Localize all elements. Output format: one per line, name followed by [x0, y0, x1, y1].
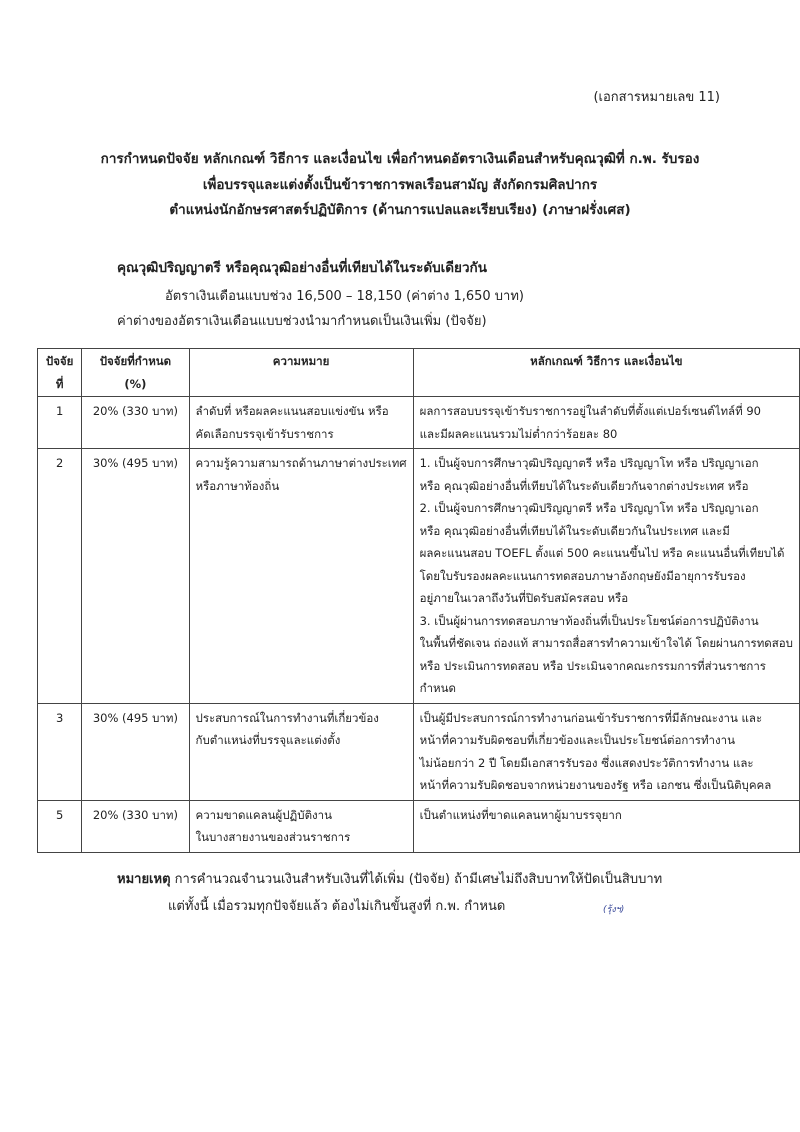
note-line-2: แต่ทั้งนี้ เมื่อรวมทุกปัจจัยแล้ว ต้องไม่เกินขั้นสูงที่ ก.พ. กำหนด: [168, 899, 506, 914]
criteria-cell: [413, 800, 799, 852]
factor-table: [37, 348, 800, 853]
header-factor-no: ปัจจัยที่: [38, 349, 82, 397]
criteria-line: หรือ คุณวุฒิอย่างอื่นที่เทียบได้ในระดับเดียวกันจากต่างประเทศ หรือ: [419, 478, 749, 493]
qualification-heading: คุณวุฒิปริญญาตรี หรือคุณวุฒิอย่างอื่นที่เทียบได้ในระดับเดียวกัน: [117, 260, 487, 276]
table-row: [38, 397, 800, 449]
criteria-line: ไม่น้อยกว่า 2 ปี โดยมีเอกสารรับรอง ซึ่งแสดงประวัติการทำงาน และ: [419, 755, 754, 770]
meaning-line: ลำดับที่ หรือผลคะแนนสอบแข่งขัน หรือ: [195, 404, 389, 418]
header-meaning: ความหมาย: [189, 349, 413, 397]
meaning-line: ความรู้ความสามารถด้านภาษาต่างประเทศ: [195, 456, 407, 470]
criteria-line: อยู่ภายในเวลาถึงวันที่ปิดรับสมัครสอบ หรือ: [419, 591, 629, 605]
factor-no-cell: 5: [38, 800, 82, 852]
table-row: [38, 800, 800, 852]
criteria-line: และมีผลคะแนนรวมไม่ต่ำกว่าร้อยละ 80: [419, 426, 618, 441]
note-line-1: [117, 868, 662, 889]
criteria-line: หน้าที่ความรับผิดชอบจากหน่วยงานของรัฐ หรือ เอกชน ซึ่งเป็นนิติบุคคล: [419, 778, 772, 792]
title-line-2: เพื่อบรรจุและแต่งตั้งเป็นข้าราชการพลเรือนสามัญ สังกัดกรมศิลปากร: [202, 177, 598, 193]
salary-range: อัตราเงินเดือนแบบช่วง 16,500 – 18,150 (ค่าต่าง 1,650 บาท): [165, 289, 524, 304]
meaning-line: ประสบการณ์ในการทำงานที่เกี่ยวข้อง: [195, 710, 379, 725]
meaning-line: ความขาดแคลนผู้ปฏิบัติงาน: [195, 807, 332, 822]
criteria-line: หน้าที่ความรับผิดชอบที่เกี่ยวข้องและเป็นประโยชน์ต่อการทำงาน: [419, 733, 735, 747]
criteria-cell: [413, 703, 799, 800]
note-label: หมายเหตุ: [117, 872, 171, 887]
criteria-cell: [413, 449, 799, 704]
criteria-line: ผลการสอบบรรจุเข้ารับราชการอยู่ในลำดับที่ตั้งแต่เปอร์เซนต์ไทล์ที่ 90: [419, 404, 761, 418]
meaning-line: กับตำแหน่งที่บรรจุและแต่งตั้ง: [195, 733, 341, 747]
difference-note: ค่าต่างของอัตราเงินเดือนแบบช่วงนำมากำหนดเป็นเงินเพิ่ม (ปัจจัย): [117, 314, 487, 329]
meaning-line: หรือภาษาท้องถิ่น: [195, 478, 280, 493]
criteria-line: 2. เป็นผู้จบการศึกษาวุฒิปริญญาตรี หรือ ปริญญาโท หรือ ปริญญาเอก: [419, 501, 759, 515]
table-header-row: [38, 349, 800, 397]
criteria-line: ในพื้นที่ชัดเจน ถ่องแท้ สามารถสื่อสารทำความเข้าใจได้ โดยผ่านการทดสอบ: [419, 636, 793, 650]
criteria-line: หรือ ประเมินการทดสอบ หรือ ประเมินจากคณะกรรมการที่ส่วนราชการ: [419, 658, 766, 673]
title-line-3: ตำแหน่งนักอักษรศาสตร์ปฏิบัติการ (ด้านการแปลและเรียบเรียง) (ภาษาฝรั่งเศส): [169, 202, 631, 218]
factor-pct-cell: 30% (495 บาท): [82, 449, 189, 704]
criteria-line: ผลคะแนนสอบ TOEFL ตั้งแต่ 500 คะแนนขึ้นไป หรือ คะแนนอื่นที่เทียบได้: [419, 546, 785, 560]
meaning-line: คัดเลือกบรรจุเข้ารับราชการ: [195, 426, 334, 441]
header-criteria: หลักเกณฑ์ วิธีการ และเงื่อนไข: [413, 349, 799, 397]
note-text-1: การคำนวณจำนวนเงินสำหรับเงินที่ได้เพิ่ม (ปัจจัย) ถ้ามีเศษไม่ถึงสิบบาทให้ปัดเป็นสิบบาท: [174, 872, 663, 887]
meaning-cell: [189, 703, 413, 800]
criteria-line: 1. เป็นผู้จบการศึกษาวุฒิปริญญาตรี หรือ ปริญญาโท หรือ ปริญญาเอก: [419, 456, 759, 470]
factor-no-cell: 3: [38, 703, 82, 800]
criteria-cell: [413, 397, 799, 449]
factor-no-cell: 1: [38, 397, 82, 449]
criteria-line: โดยใบรับรองผลคะแนนการทดสอบภาษาอังกฤษยังมีอายุการรับรอง: [419, 568, 746, 583]
factor-pct-cell: 30% (495 บาท): [82, 703, 189, 800]
header-factor-pct: ปัจจัยที่กำหนด (%): [82, 349, 189, 397]
table-row: [38, 449, 800, 704]
criteria-line: กำหนด: [419, 681, 456, 695]
criteria-line: หรือ คุณวุฒิอย่างอื่นที่เทียบได้ในระดับเดียวกันในประเทศ และมี: [419, 523, 730, 538]
factor-no-cell: 2: [38, 449, 82, 704]
factor-pct-cell: 20% (330 บาท): [82, 800, 189, 852]
criteria-line: เป็นตำแหน่งที่ขาดแคลนหาผู้มาบรรจุยาก: [419, 807, 622, 822]
factor-pct-cell: 20% (330 บาท): [82, 397, 189, 449]
handwritten-initials: (รุ้งฯ): [603, 905, 625, 915]
title-line-1: การกำหนดปัจจัย หลักเกณฑ์ วิธีการ และเงื่อนไข เพื่อกำหนดอัตราเงินเดือนสำหรับคุณวุฒิที่ ก.พ. รับรอง: [100, 151, 700, 167]
criteria-line: 3. เป็นผู้ผ่านการทดสอบภาษาท้องถิ่นที่เป็นประโยชน์ต่อการปฏิบัติงาน: [419, 613, 759, 628]
meaning-line: ในบางสายงานของส่วนราชการ: [195, 830, 351, 844]
document-number: (เอกสารหมายเลข 11): [593, 90, 720, 105]
meaning-cell: [189, 449, 413, 704]
criteria-line: เป็นผู้มีประสบการณ์การทำงานก่อนเข้ารับราชการที่มีลักษณะงาน และ: [419, 710, 763, 725]
meaning-cell: [189, 397, 413, 449]
table-row: [38, 703, 800, 800]
meaning-cell: [189, 800, 413, 852]
